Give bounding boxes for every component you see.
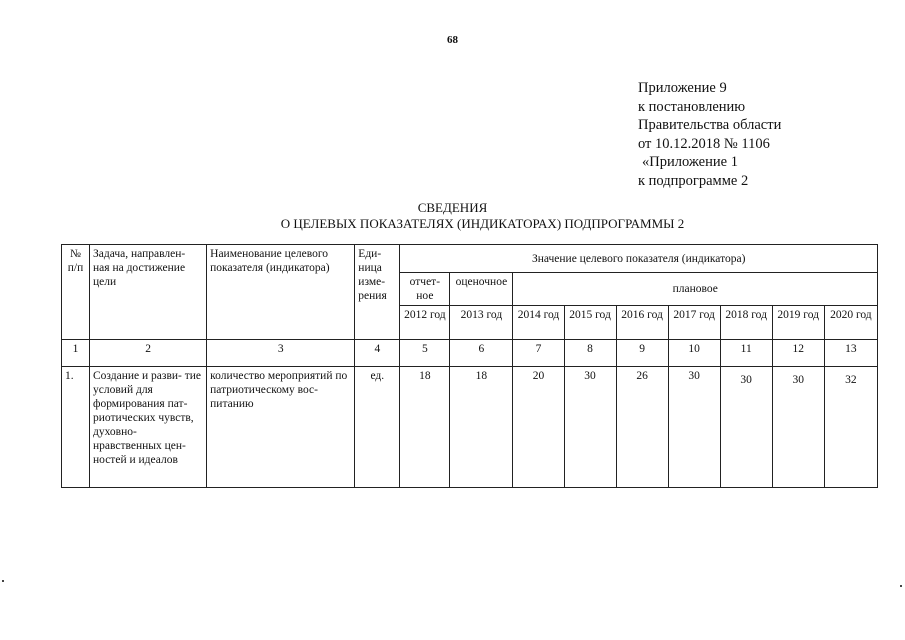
title-line-1: СВЕДЕНИЯ [417, 200, 488, 215]
column-number-row [62, 340, 878, 367]
row-value: 32 [824, 367, 877, 488]
header-task: Задача, направлен- ная на достижение цели [90, 245, 207, 340]
header-year: 2016 год [616, 306, 668, 340]
header-year: 2012 год [400, 306, 450, 340]
column-number: 12 [772, 340, 824, 367]
row-value: 30 [772, 367, 824, 488]
column-number: 1 [62, 340, 90, 367]
row-indicator-name: количество мероприятий по патриотическому вос- питанию [207, 367, 355, 488]
row-value: 30 [564, 367, 616, 488]
appendix-line: от 10.12.2018 № 1106 [638, 135, 770, 152]
header-year: 2019 год [772, 306, 824, 340]
column-number: 13 [824, 340, 877, 367]
header-year: 2013 год [450, 306, 513, 340]
header-estimated: оценочное [450, 273, 513, 306]
appendix-header [638, 79, 781, 190]
header-year: 2014 год [513, 306, 564, 340]
header-planned: плановое [513, 273, 878, 306]
row-value: 18 [450, 367, 513, 488]
title-line-2: О ЦЕЛЕВЫХ ПОКАЗАТЕЛЯХ (ИНДИКАТОРАХ) ПОДПРОГРАММЫ 2 [280, 216, 685, 231]
appendix-line: к подпрограмме 2 [638, 172, 749, 189]
column-number: 5 [400, 340, 450, 367]
column-number: 6 [450, 340, 513, 367]
appendix-line: Приложение 9 [638, 80, 727, 96]
header-reported: отчет- ное [400, 273, 450, 306]
row-value: 18 [400, 367, 450, 488]
row-task: Создание и разви- тие условий для формирования пат- риотических чувств, духовно- нравственных цен- ностей и идеалов [90, 367, 207, 488]
row-num: 1. [62, 367, 90, 488]
scan-mark [900, 585, 902, 587]
table-row [62, 367, 878, 488]
row-value: 30 [720, 367, 772, 488]
row-value: 20 [513, 367, 564, 488]
row-value: 26 [616, 367, 668, 488]
page-number: 68 [447, 34, 458, 46]
header-indicator-name: Наименование целевого показателя (индикатора) [207, 245, 355, 340]
column-number: 3 [207, 340, 355, 367]
header-year: 2015 год [564, 306, 616, 340]
appendix-line: Правительства области [638, 117, 782, 133]
header-value-group: Значение целевого показателя (индикатора) [400, 245, 878, 273]
column-number: 8 [564, 340, 616, 367]
header-unit: Еди- ница изме- рения [355, 245, 400, 340]
row-unit: ед. [355, 367, 400, 488]
document-title [0, 200, 905, 232]
header-year: 2020 год [824, 306, 877, 340]
column-number: 4 [355, 340, 400, 367]
column-number: 7 [513, 340, 564, 367]
header-num: № п/п [62, 245, 90, 340]
appendix-line: «Приложение 1 [642, 154, 738, 170]
indicators-table [61, 244, 878, 488]
row-value: 30 [668, 367, 720, 488]
column-number: 2 [90, 340, 207, 367]
column-number: 10 [668, 340, 720, 367]
column-number: 9 [616, 340, 668, 367]
column-number: 11 [720, 340, 772, 367]
header-year: 2017 год [668, 306, 720, 340]
header-year: 2018 год [720, 306, 772, 340]
scan-mark [2, 580, 4, 582]
appendix-line: к постановлению [638, 98, 746, 115]
